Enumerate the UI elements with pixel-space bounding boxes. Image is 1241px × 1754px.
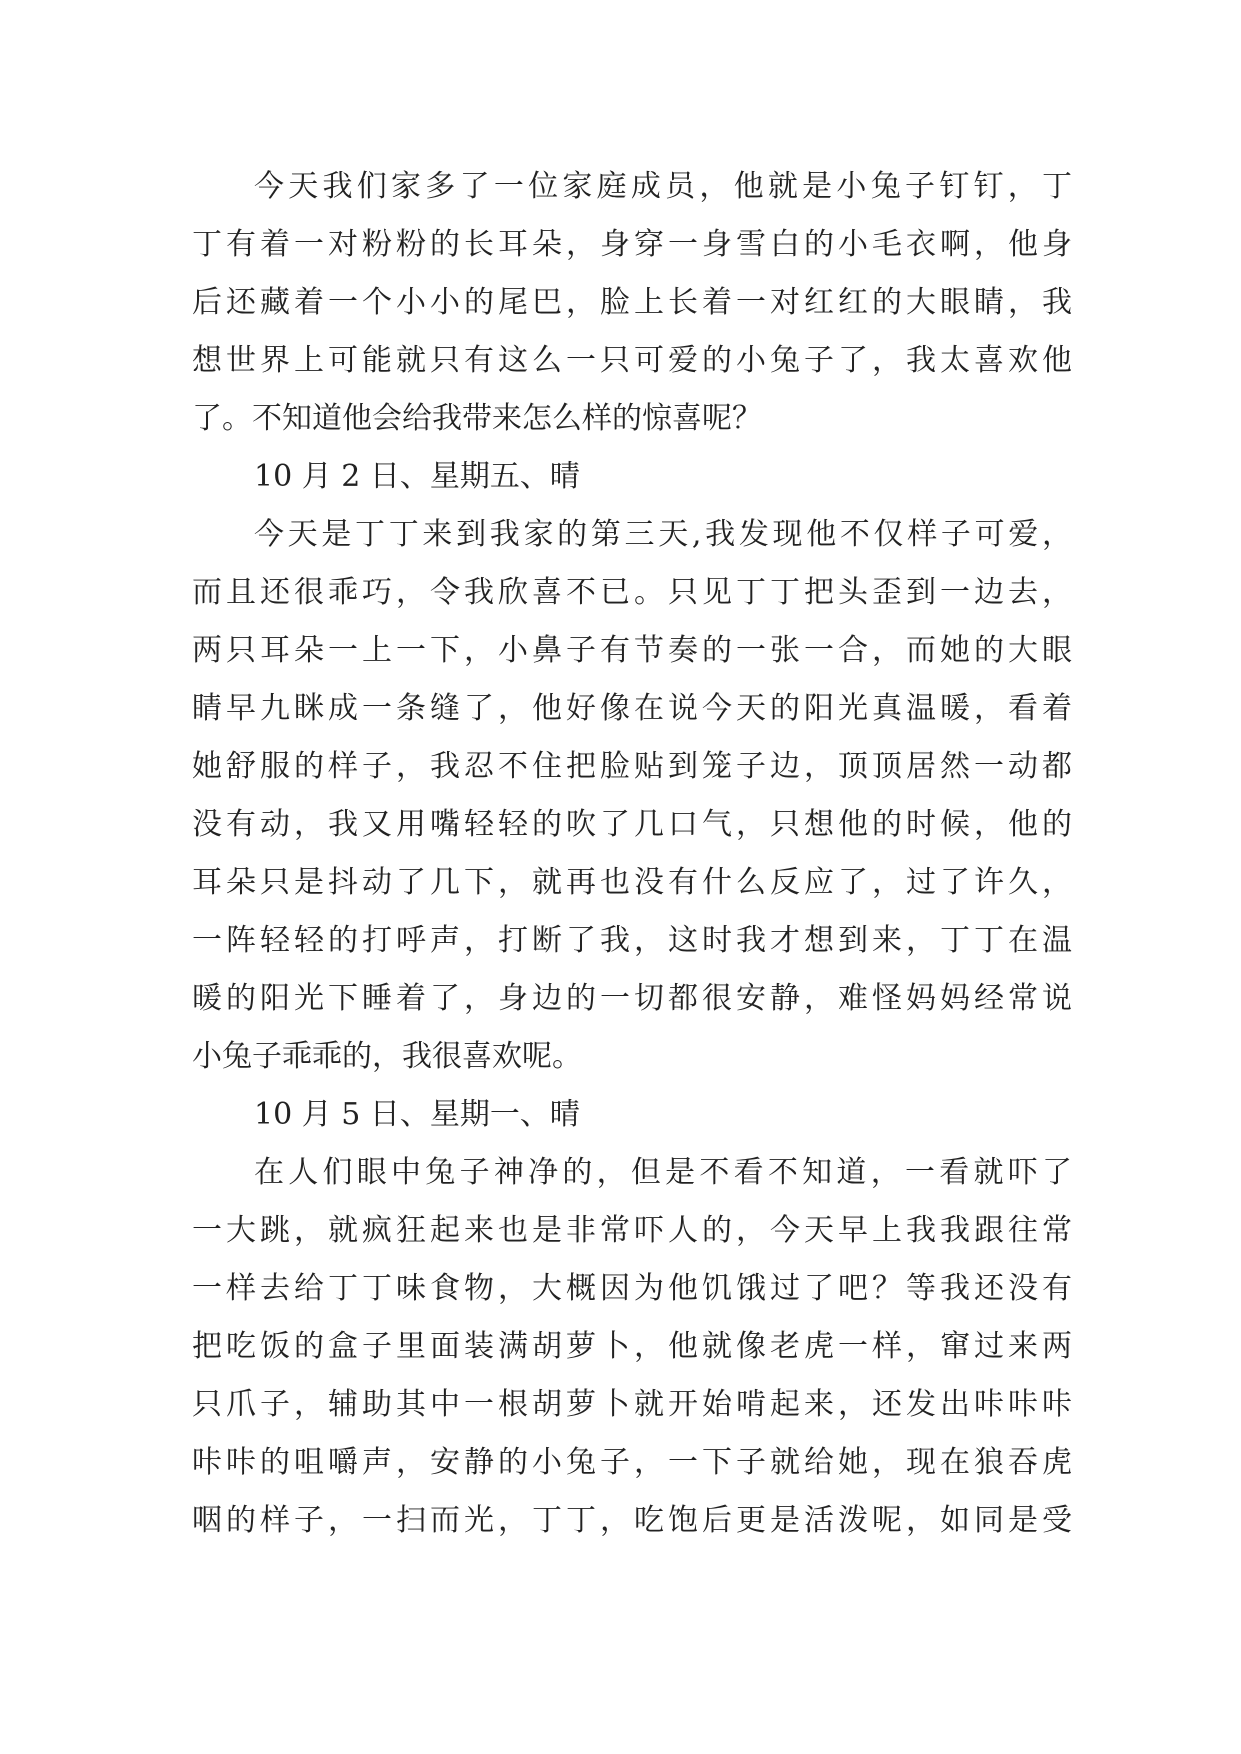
date-heading-line: 10 月 2 日、星期五、晴 [254, 459, 580, 494]
text-line: 一阵轻轻的打呼声，打断了我，这时我才想到来，丁丁在温 [192, 923, 1072, 958]
text-line: 耳朵只是抖动了几下，就再也没有什么反应了，过了许久， [192, 865, 1072, 900]
text-line: 一大跳，就疯狂起来也是非常吓人的，今天早上我我跟往常 [192, 1213, 1072, 1248]
text-line: 两只耳朵一上一下，小鼻子有节奏的一张一合，而她的大眼 [192, 633, 1072, 668]
text-line: 咽的样子，一扫而光，丁丁，吃饱后更是活泼呢，如同是受 [192, 1503, 1072, 1538]
text-line: 只爪子，辅助其中一根胡萝卜就开始啃起来，还发出咔咔咔 [192, 1387, 1072, 1422]
text-line: 暖的阳光下睡着了，身边的一切都很安静，难怪妈妈经常说 [192, 981, 1072, 1016]
text-line: 咔咔的咀嚼声，安静的小兔子，一下子就给她，现在狼吞虎 [192, 1445, 1072, 1480]
text-line: 而且还很乖巧，令我欣喜不已。只见丁丁把头歪到一边去， [192, 575, 1072, 610]
date-heading-line: 10 月 5 日、星期一、晴 [254, 1097, 580, 1132]
text-line: 在人们眼中兔子神净的，但是不看不知道，一看就吓了 [254, 1155, 1072, 1190]
text-line: 后还藏着一个小小的尾巴，脸上长着一对红红的大眼睛，我 [192, 285, 1072, 320]
text-line: 今天我们家多了一位家庭成员，他就是小兔子钉钉，丁 [254, 169, 1072, 204]
text-line: 一样去给丁丁味食物，大概因为他饥饿过了吧？等我还没有 [192, 1271, 1072, 1306]
text-line: 把吃饭的盒子里面装满胡萝卜，他就像老虎一样，窜过来两 [192, 1329, 1072, 1364]
text-line: 想世界上可能就只有这么一只可爱的小兔子了，我太喜欢他 [192, 343, 1072, 378]
text-line: 今天是丁丁来到我家的第三天,我发现他不仅样子可爱， [254, 517, 1072, 552]
text-line: 她舒服的样子，我忍不住把脸贴到笼子边，顶顶居然一动都 [192, 749, 1072, 784]
text-line: 小兔子乖乖的，我很喜欢呢。 [192, 1039, 582, 1074]
text-line: 没有动，我又用嘴轻轻的吹了几口气，只想他的时候，他的 [192, 807, 1072, 842]
text-line: 丁有着一对粉粉的长耳朵，身穿一身雪白的小毛衣啊，他身 [192, 227, 1072, 262]
body-text [192, 158, 1072, 1550]
text-line: 了。不知道他会给我带来怎么样的惊喜呢？ [192, 401, 762, 436]
text-line: 睛早九眯成一条缝了，他好像在说今天的阳光真温暖，看着 [192, 691, 1072, 726]
